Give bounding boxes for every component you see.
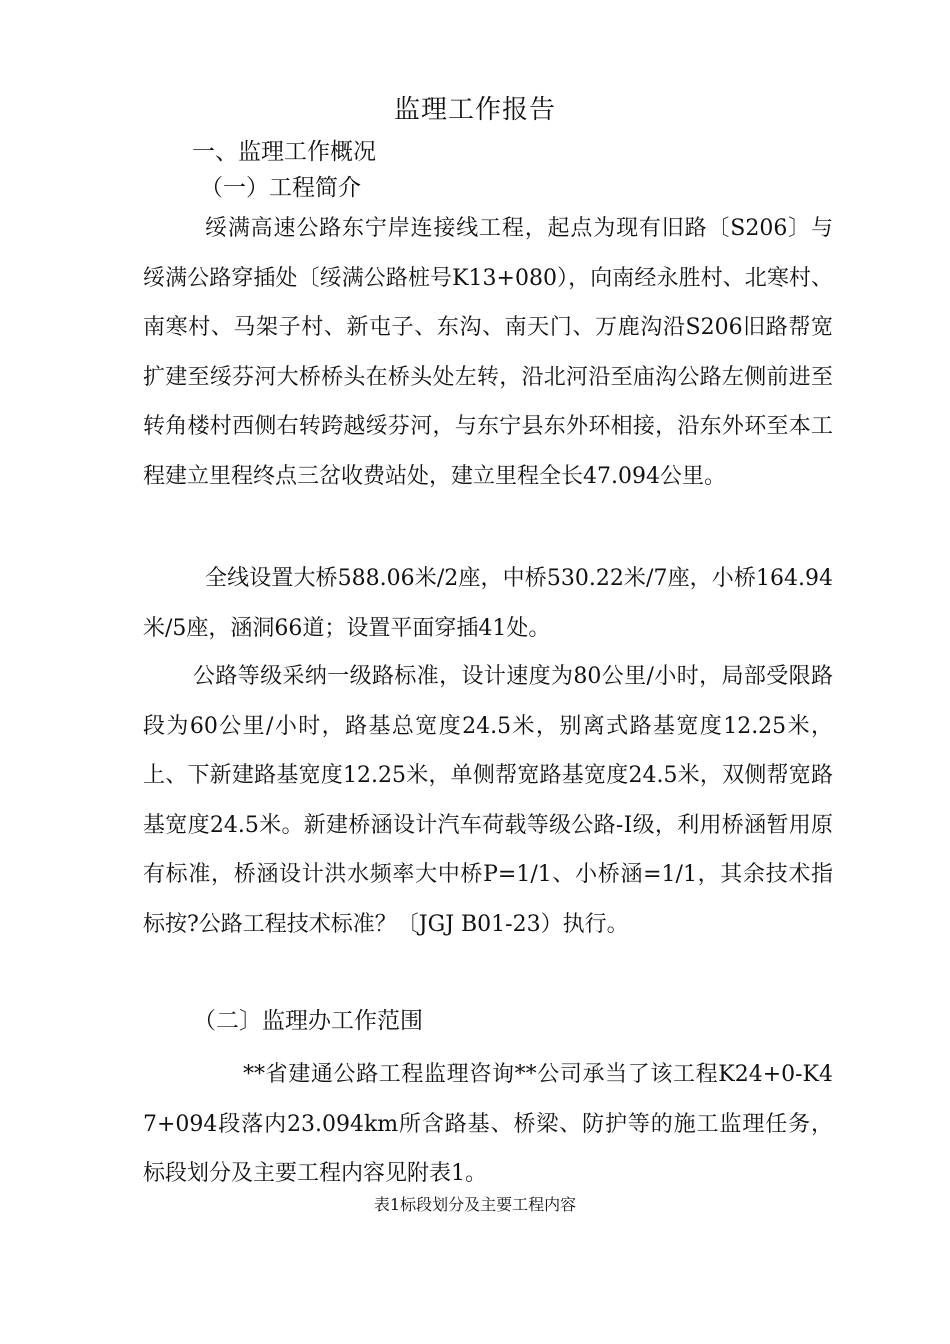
document-title: 监理工作报告 [393, 95, 556, 125]
paragraph-road-standards: 公路等级采纳一级路标准，设计速度为80公里/小时，局部受限路段为60公里/小时，路基总宽度24.5米，别离式路基宽度12.25米，上、下新建路基宽度12.25米，单侧帮宽路基宽度24.5米，双侧帮宽路基宽度24.5米。新建桥涵设计汽车荷载等级公路-Ⅰ级，利用桥涵暂用原有标准，桥涵设计洪水频率大中桥P=1/1、小桥涵=1/1，其余技术指标按?公路工程技术标准？〔JGJ B01-23）执行。 [143, 664, 833, 937]
subsection-heading-scope: （二〕监理办工作范围 [193, 1008, 423, 1034]
section-heading-overview: 一、监理工作概况 [192, 139, 376, 165]
table-caption: 表1标段划分及主要工程内容 [373, 1195, 577, 1214]
subsection-heading-project-intro: （一）工程简介 [200, 175, 361, 201]
paragraph-supervision-scope: **省建通公路工程监理咨询**公司承当了该工程K24+0-K47+094段落内23.094km所含路基、桥梁、防护等的施工监理任务，标段划分及主要工程内容见附表1。 [143, 1062, 833, 1186]
paragraph-project-route: 绥满高速公路东宁岸连接线工程，起点为现有旧路〔S206〕与绥满公路穿插处〔绥满公路桩号K13+080），向南经永胜村、北寒村、南寒村、马架子村、新屯子、东沟、南天门、万鹿沟沿S206旧路帮宽扩建至绥芬河大桥桥头在桥头处左转，沿北河沿至庙沟公路左侧前进至转角楼村西侧右转跨越绥芬河，与东宁县东外环相接，沿东外环至本工程建立里程终点三岔收费站处，建立里程全长47.094公里。 [143, 216, 833, 489]
paragraph-bridges: 全线设置大桥588.06米/2座，中桥530.22米/7座，小桥164.94米/5座，涵洞66道；设置平面穿插41处。 [143, 566, 833, 641]
